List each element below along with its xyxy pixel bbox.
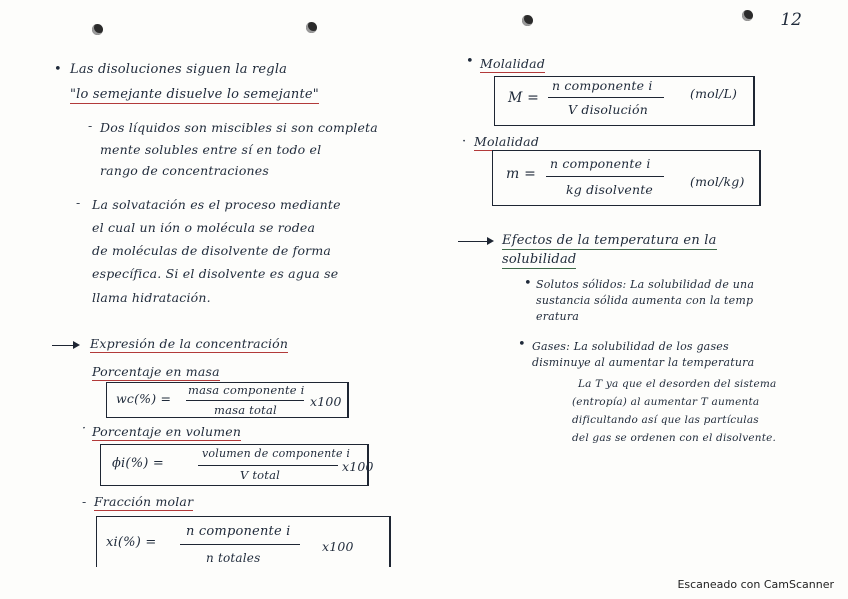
gases-line-2: disminuye al aumentar la temperatura [532,356,755,369]
binder-hole-icon [742,10,753,21]
bullet-dot: · [462,134,467,149]
molalidad-den: kg disolvente [566,182,654,197]
dash: - [82,494,87,509]
miscibles-line-2: mente solubles entre sí en todo el [100,142,322,157]
molaridad-lhs: M = [508,90,540,106]
binder-hole-icon [522,15,533,26]
solvatacion-line-3: de moléculas de disolvente de forma [92,243,332,258]
fraction-line [180,544,300,545]
pct-vol-tail: x100 [342,459,374,474]
gases-line-1: Gases: La solubilidad de los gases [532,340,729,353]
molalidad-lhs: m = [506,166,537,182]
pct-masa-den: masa total [214,403,277,417]
solutos-line-1: Solutos sólidos: La solubilidad de una [536,278,755,291]
arrow-icon [458,241,492,242]
fraction-line [548,97,664,98]
solvatacion-line-2: el cual un ión o molécula se rodea [92,220,316,235]
frac-den: n totales [206,551,261,565]
solutos-line-2: sustancia sólida aumenta con la temp [536,294,754,307]
solutos-line-3: eratura [536,310,580,323]
solvatacion-line-4: específica. Si el disolvente es agua se [92,266,339,281]
gases-note-line-3: dificultando así que las partículas [572,414,759,426]
pct-vol-title: Porcentaje en volumen [92,424,242,439]
pct-vol-den: V total [240,468,281,482]
binder-hole-icon [306,22,317,33]
dash: - [76,195,81,210]
molalidad-title: Molalidad [474,134,540,149]
molaridad-title: Molalidad [480,56,546,71]
dash: - [88,118,93,133]
frac-lhs: xi(%) = [106,535,157,550]
pct-masa-title: Porcentaje en masa [92,364,220,379]
bullet-dot: • [466,54,474,69]
bullet-dot: • [518,337,526,352]
pct-vol-num: volumen de componente i [202,447,351,460]
efectos-title-2: solubilidad [502,252,577,267]
solvatacion-line-5: llama hidratación. [92,290,211,305]
molaridad-den: V disolución [568,102,648,117]
miscibles-line-3: rango de concentraciones [100,163,270,178]
gases-note-line-1: La T ya que el desorden del sistema [578,378,777,390]
arrow-icon [52,345,78,346]
efectos-title-1: Efectos de la temperatura en la [502,233,717,248]
pct-masa-lhs: wc(%) = [116,391,172,406]
fraction-line [198,465,338,466]
expresion-title: Expresión de la concentración [90,336,289,351]
molaridad-num: n componente i [552,78,653,93]
solvatacion-line-1: La solvatación es el proceso mediante [92,197,341,212]
pct-masa-tail: x100 [310,394,342,409]
bullet-dot: • [54,62,62,77]
fraction-line [546,176,664,177]
pct-masa-num: masa componente i [188,383,305,397]
bullet-dot: • [524,276,532,291]
fraction-line [186,400,304,401]
page-number: 12 [780,10,802,30]
scanner-watermark: Escaneado con CamScanner [677,578,834,591]
miscibles-line-1: Dos líquidos son miscibles si son completa [100,120,378,135]
molaridad-unit: (mol/L) [690,86,738,101]
intro-line-2: "lo semejante disuelve lo semejante" [70,87,319,102]
gases-note-line-4: del gas se ordenen con el disolvente. [572,432,777,444]
binder-hole-icon [92,24,103,35]
molalidad-num: n componente i [550,156,651,171]
molalidad-unit: (mol/kg) [690,174,745,189]
gases-note-line-2: (entropía) al aumentar T aumenta [572,396,760,408]
intro-line-1: Las disoluciones siguen la regla [70,62,288,77]
frac-num: n componente i [186,524,291,539]
frac-title: Fracción molar [94,494,194,509]
frac-tail: x100 [322,539,354,554]
bullet-dot: · [82,420,87,435]
pct-vol-lhs: ϕi(%) = [112,456,164,471]
